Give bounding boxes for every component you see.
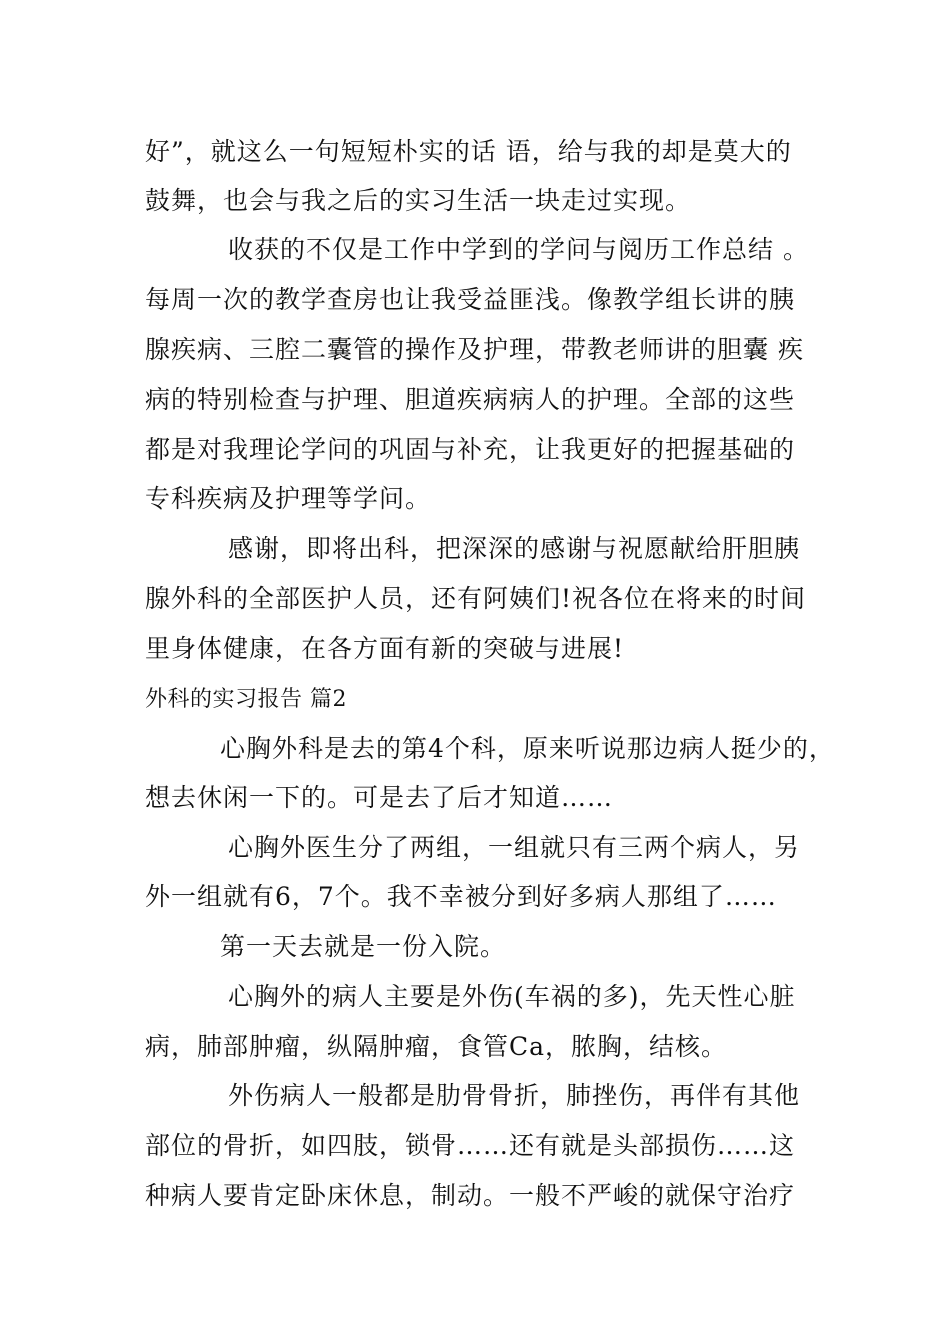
text-line: 外一组就有6，7个。我不幸被分到好多病人那组了…… (145, 882, 777, 911)
text-line: 病的特别检查与护理、胆道疾病病人的护理。全部的这些 (145, 385, 796, 414)
text-line: 部位的骨折，如四肢，锁骨……还有就是头部损伤……这 (145, 1131, 796, 1160)
text-line: 病，肺部肿瘤，纵隔肿瘤，食管Ca，脓胸，结核。 (145, 1032, 728, 1061)
text-line: 腺外科的全部医护人员，还有阿姨们!祝各位在将来的时间 (145, 584, 807, 613)
text-line: 想去休闲一下的。可是去了后才知道…… (145, 783, 614, 812)
paragraph-start: 心胸外的病人主要是外伤(车祸的多)，先天性心脏 (228, 982, 796, 1011)
section-heading: 外科的实习报告 篇2 (145, 687, 347, 712)
text-line: 每周一次的教学查房也让我受益匪浅。像教学组长讲的胰 (145, 285, 796, 314)
text-line: 都是对我理论学问的巩固与补充，让我更好的把握基础的 (145, 435, 796, 464)
paragraph-start: 感谢，即将出科，把深深的感谢与祝愿献给肝胆胰 (228, 534, 801, 563)
paragraph-start: 外伤病人一般都是肋骨骨折，肺挫伤，再伴有其他 (228, 1081, 801, 1110)
text-line: 专科疾病及护理等学问。 (145, 484, 432, 513)
paragraph-start: 心胸外医生分了两组，一组就只有三两个病人，另 (228, 833, 801, 862)
text-line: 鼓舞，也会与我之后的实习生活一块走过实现。 (145, 186, 692, 215)
text-line: 好”，就这么一句短短朴实的话 语，给与我的却是莫大的 (145, 137, 792, 166)
paragraph-start: 心胸外科是去的第4个科，原来听说那边病人挺少的， (220, 734, 835, 763)
text-line: 种病人要肯定卧床休息，制动。一般不严峻的就保守治疗 (145, 1181, 796, 1210)
text-line: 腺疾病、三腔二囊管的操作及护理，带教老师讲的胆囊 疾 (145, 335, 804, 364)
paragraph-start: 第一天去就是一份入院。 (220, 932, 507, 961)
text-line: 里身体健康，在各方面有新的突破与进展! (145, 634, 625, 663)
paragraph-start: 收获的不仅是工作中学到的学问与阅历工作总结 。 (228, 235, 809, 264)
